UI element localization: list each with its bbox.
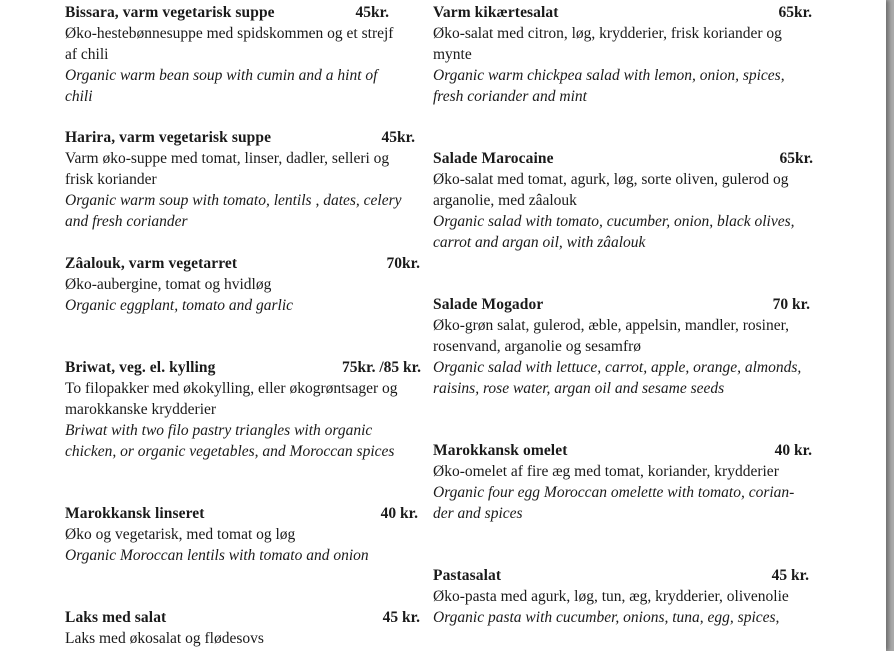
item-header [65,357,421,378]
item-price: 65kr. [779,150,813,167]
item-description-english: Organic pasta with cucumber, onions, tuna, egg, spices, [433,609,780,626]
item-description-english: Organic eggplant, tomato and garlic [65,297,294,314]
menu-item-pastasalat [433,565,815,628]
item-description-english: Organic Moroccan lentils with tomato and onion [65,547,369,564]
item-price: 45 kr. [382,609,420,626]
item-description-danish: Øko-grøn salat, gulerod, æble, appelsin, mandler, rosiner, rosenvand, arganolie og sesamfrø [433,317,790,355]
menu-item-linseret [65,503,421,566]
menu-item-briwat [65,357,421,462]
item-description-danish: Øko-omelet af fire æg med tomat, koriander, krydderier [433,463,779,480]
item-price: 40 kr. [774,442,812,459]
menu-item-salade-marocaine [433,148,815,253]
item-description-danish: Øko-pasta med agurk, løg, tun, æg, krydderier, olivenolie [433,588,789,605]
item-name: Zâalouk, varm vegetarret [65,255,238,272]
menu-item-kikaertesalat [433,2,815,107]
item-name: Marokkansk linseret [65,505,205,522]
item-price: 65kr. [778,4,812,21]
item-description-danish: Øko og vegetarisk, med tomat og løg [65,526,296,543]
item-header [65,503,418,524]
item-description-english: Organic salad with tomato, cucumber, onion, black olives, carrot and argan oil, with zâalouk [433,213,795,251]
item-name: Bissara, varm vegetarisk suppe [65,4,275,21]
menu-item-harira [65,127,421,232]
item-name: Salade Mogador [433,296,544,313]
item-description-english: Organic warm chickpea salad with lemon, onion, spices, fresh coriander and mint [433,67,785,105]
item-name: Briwat, veg. el. kylling [65,359,216,376]
item-name: Salade Marocaine [433,150,554,167]
menu-item-laks [65,607,421,649]
item-description-danish: Laks med økosalat og flødesovs [65,630,264,647]
item-description-english: Organic four egg Moroccan omelette with tomato, corian-der and spices [433,484,795,522]
item-description-danish: Øko-salat med citron, løg, krydderier, frisk koriander og mynte [433,25,782,63]
item-header [433,440,812,461]
item-price: 70 kr. [772,296,810,313]
item-header [65,127,415,148]
menu-item-omelet [433,440,815,524]
item-description-danish: Øko-hestebønnesuppe med spidskommen og et strejf af chili [65,25,394,63]
item-description-danish: Øko-salat med tomat, agurk, løg, sorte oliven, gulerod og arganolie, med zâalouk [433,171,789,209]
menu-item-zaalouk [65,253,421,316]
item-name: Laks med salat [65,609,167,626]
item-header [433,565,809,586]
item-header [433,294,810,315]
item-description-english: Briwat with two filo pastry triangles with organic chicken, or organic vegetables, and Moroccan spices [65,422,395,460]
item-header [433,148,813,169]
item-description-danish: Varm øko-suppe med tomat, linser, dadler, selleri og frisk koriander [65,150,390,188]
item-name: Varm kikærtesalat [433,4,559,21]
item-name: Marokkansk omelet [433,442,568,459]
item-price: 40 kr. [380,505,418,522]
item-description-danish: Øko-aubergine, tomat og hvidløg [65,276,272,293]
item-description-english: Organic salad with lettuce, carrot, apple, orange, almonds, raisins, rose water, argan oil and sesame seeds [433,359,802,397]
menu-item-salade-mogador [433,294,815,399]
item-price: 45kr. [355,4,389,21]
item-header [65,253,420,274]
item-description-english: Organic warm bean soup with cumin and a hint of chili [65,67,378,105]
item-name: Pastasalat [433,567,502,584]
item-name: Harira, varm vegetarisk suppe [65,129,272,146]
menu-item-bissara [65,2,421,107]
item-price: 75kr. /85 kr. [342,359,421,376]
item-header [433,2,812,23]
item-description-danish: To filopakker med økokylling, eller økogrøntsager og marokkanske krydderier [65,380,398,418]
item-description-english: Organic warm soup with tomato, lentils , dates, celery and fresh coriander [65,192,402,230]
item-price: 70kr. [386,255,420,272]
item-price: 45kr. [381,129,415,146]
item-header [65,607,420,628]
item-header [65,2,389,23]
item-price: 45 kr. [771,567,809,584]
